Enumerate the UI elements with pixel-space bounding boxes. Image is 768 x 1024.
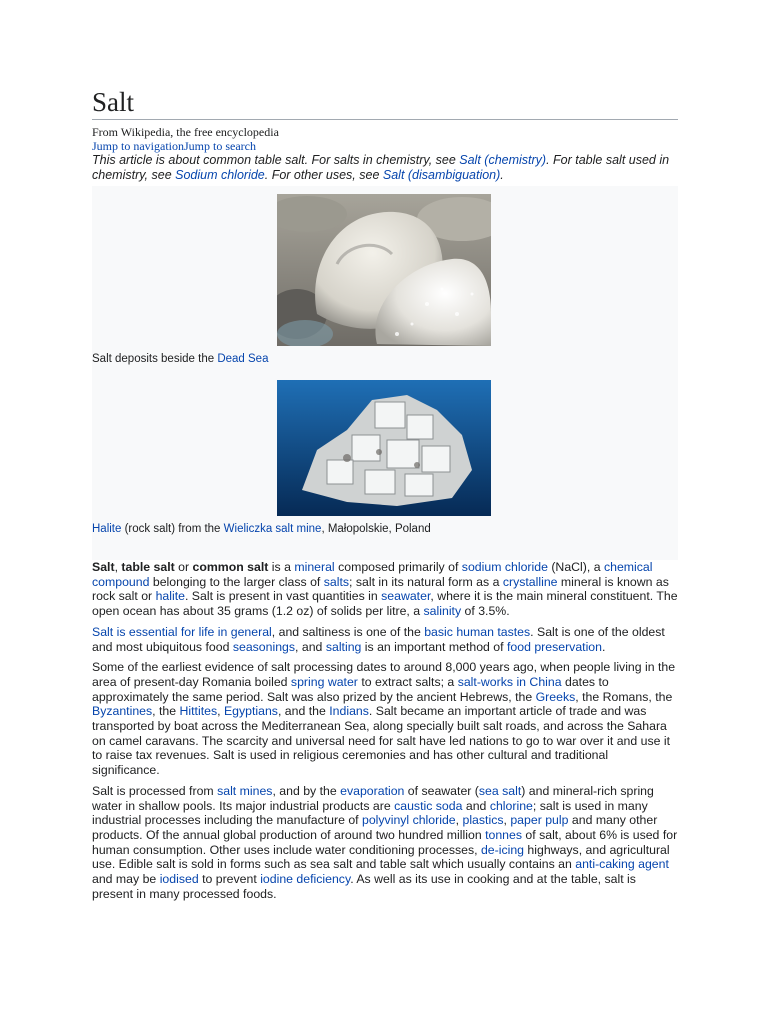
link-salt-works-china[interactable]: salt-works in China: [457, 674, 562, 689]
link-food-preservation[interactable]: food preservation: [506, 639, 602, 654]
link-wieliczka-salt-mine[interactable]: Wieliczka salt mine: [223, 523, 322, 535]
page-title: Salt: [92, 86, 678, 120]
link-spring-water[interactable]: spring water: [290, 674, 358, 689]
jump-to-search-link[interactable]: Jump to search: [184, 139, 256, 153]
link-halite-caption[interactable]: Halite: [92, 523, 122, 535]
link-indians[interactable]: Indians: [329, 704, 369, 719]
dead-sea-image[interactable]: [277, 194, 491, 346]
paragraph-1: Salt, table salt or common salt is a mineral composed primarily of sodium chloride (NaCl), a chemical compound belonging to the larger class of salts; salt in its natural form as a crystalline mineral is known as rock salt or halite. Salt is present in vast quantities in seawater, where it is the main mineral constituent. The open ocean has about 35 grams (1.2 oz) of solids per litre, a salinity of 3.5%.: [92, 560, 678, 619]
dead-sea-salt-photo: [277, 194, 491, 346]
figure-dead-sea: [92, 194, 678, 366]
link-evaporation[interactable]: evaporation: [340, 783, 405, 798]
link-iodised[interactable]: iodised: [159, 872, 199, 887]
link-iodine-deficiency[interactable]: iodine deficiency: [260, 872, 351, 887]
link-plastics[interactable]: plastics: [462, 813, 504, 828]
link-greeks[interactable]: Greeks: [535, 689, 576, 704]
link-salt-mines[interactable]: salt mines: [217, 783, 273, 798]
link-chlorine[interactable]: chlorine: [489, 798, 533, 813]
link-basic-human-tastes[interactable]: basic human tastes: [424, 624, 531, 639]
link-egyptians[interactable]: Egyptians: [223, 704, 278, 719]
link-anti-caking-agent[interactable]: anti-caking agent: [575, 857, 669, 872]
link-paper-pulp[interactable]: paper pulp: [510, 813, 569, 828]
link-caustic-soda[interactable]: caustic soda: [394, 798, 463, 813]
hatnote: This article is about common table salt. For salts in chemistry, see Salt (chemistry). For table salt used in chemistry, see Sodium chloride. For other uses, see Salt (disambiguation).: [92, 153, 670, 182]
link-tonnes[interactable]: tonnes: [485, 827, 522, 842]
link-mineral[interactable]: mineral: [294, 560, 335, 574]
figure-panel: [92, 186, 678, 560]
link-dead-sea[interactable]: Dead Sea: [217, 353, 269, 365]
link-halite[interactable]: halite: [155, 589, 185, 604]
link-salt-disambiguation[interactable]: Salt (disambiguation): [382, 168, 501, 182]
link-de-icing[interactable]: de-icing: [480, 842, 525, 857]
link-polyvinyl-chloride[interactable]: polyvinyl chloride: [362, 813, 456, 828]
link-seawater[interactable]: seawater: [381, 589, 431, 604]
link-salt-chemistry[interactable]: Salt (chemistry): [459, 153, 547, 167]
link-salt-essential[interactable]: Salt is essential for life in general: [92, 624, 272, 639]
link-salts[interactable]: salts: [323, 574, 350, 589]
link-seasonings[interactable]: seasonings: [232, 639, 296, 654]
figure-caption-halite: Halite (rock salt) from the Wieliczka salt mine, Małopolskie, Poland: [92, 523, 431, 535]
jump-links: [92, 139, 678, 153]
figure-halite: [92, 380, 678, 536]
jump-to-navigation-link[interactable]: Jump to navigation: [92, 139, 184, 153]
link-sodium-chloride[interactable]: Sodium chloride: [175, 168, 265, 182]
paragraph-4: Salt is processed from salt mines, and by the evaporation of seawater (sea salt) and mineral-rich spring water in shallow pools. Its major industrial products are caustic soda and chlorine; salt is used in many industrial processes including the manufacture of polyvinyl chloride, plastics, paper pulp and many other products. Of the annual global production of around two hundred million tonnes of salt, about 6% is used for human consumption. Other uses include water conditioning processes, de-icing highways, and agricultural use. Edible salt is sold in forms such as sea salt and table salt which usually contains an anti-caking agent and may be iodised to prevent iodine deficiency. As well as its use in cooking and at the table, salt is present in many processed foods.: [92, 783, 678, 901]
halite-image[interactable]: [277, 380, 491, 516]
link-hittites[interactable]: Hittites: [179, 704, 218, 719]
article-content: [92, 86, 678, 907]
link-salting[interactable]: salting: [325, 639, 362, 654]
figure-caption-dead-sea: Salt deposits beside the Dead Sea: [92, 353, 269, 365]
link-byzantines[interactable]: Byzantines: [92, 704, 153, 719]
link-salinity[interactable]: salinity: [423, 604, 462, 619]
paragraph-3: Some of the earliest evidence of salt processing dates to around 8,000 years ago, when people living in the area of present-day Romania boiled spring water to extract salts; a salt-works in China dates to approximately the same period. Salt was also prized by the ancient Hebrews, the Greeks, the Romans, the Byzantines, the Hittites, Egyptians, and the Indians. Salt became an important article of trade and was transported by boat across the Mediterranean Sea, along specially built salt roads, and across the Sahara on camel caravans. The scarcity and universal need for salt have led nations to go to war over it and use it to raise tax revenues. Salt is used in religious ceremonies and has other cultural and traditional significance.: [92, 660, 676, 778]
link-crystalline[interactable]: crystalline: [502, 574, 558, 589]
site-tagline: From Wikipedia, the free encyclopedia: [92, 125, 279, 139]
halite-crystal-photo: [277, 380, 491, 516]
paragraph-2: Salt is essential for life in general, and saltiness is one of the basic human tastes. Salt is one of the oldest and most ubiquitous food seasonings, and salting is an important method of food preservation.: [92, 624, 665, 654]
link-sodium-chloride-body[interactable]: sodium chloride: [461, 560, 548, 574]
link-chemical-compound[interactable]: chemical compound: [92, 560, 653, 589]
link-sea-salt[interactable]: sea salt: [478, 783, 522, 798]
